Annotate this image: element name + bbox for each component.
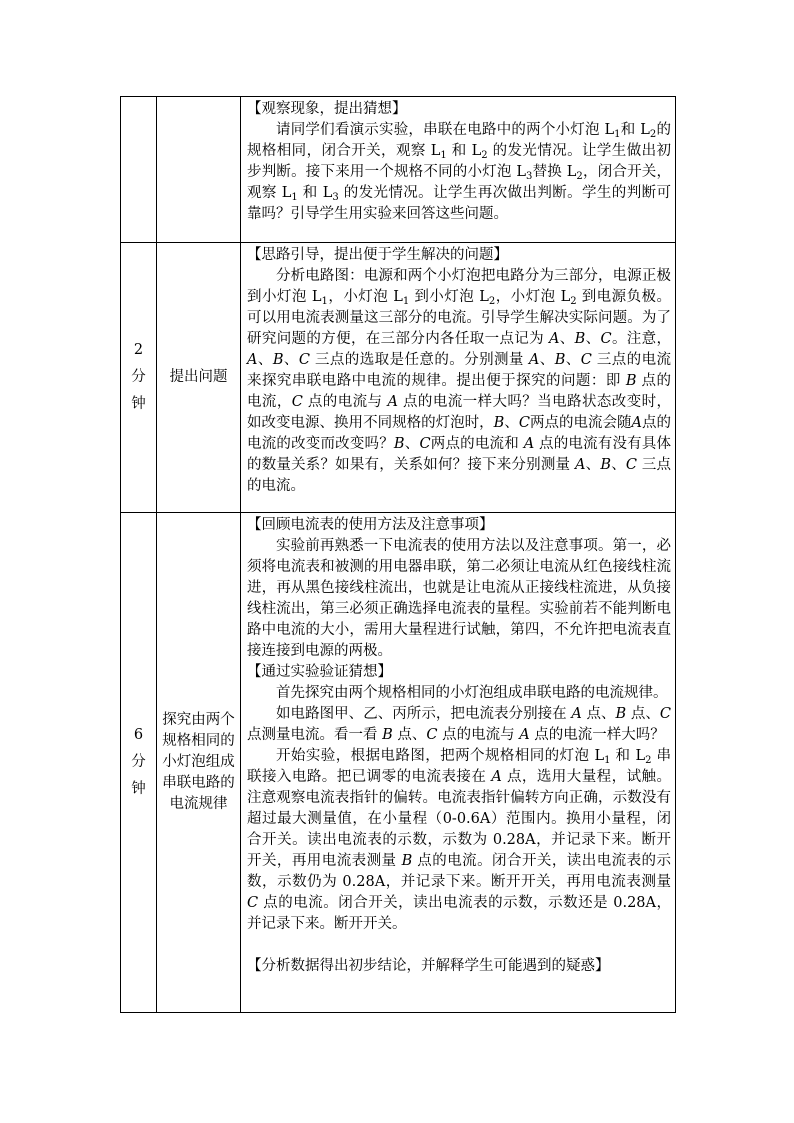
point-label: B (493, 415, 505, 431)
text-run: 和 L (297, 185, 333, 201)
point-label: B (382, 727, 393, 743)
point-label: C (600, 331, 612, 347)
stage-cell: 探究由两个规格相同的小灯泡组成串联电路的电流规律 (157, 513, 241, 1013)
subscript: 1 (402, 296, 410, 307)
point-label: C (419, 436, 431, 452)
subscript: 1 (291, 192, 298, 203)
text-run: 和 L (610, 748, 646, 764)
text-run: 的发光情况。让学生做出初步判断。接下来用一个规格不同的小灯泡 L (247, 143, 671, 180)
subscript: 1 (614, 129, 621, 140)
text-run: 、 (585, 457, 601, 473)
point-label: A (387, 394, 398, 410)
time-cell (121, 97, 157, 243)
text-run: 的规格相同，闭合开关，观察 L (247, 122, 671, 159)
point-label: C (518, 415, 530, 431)
subscript: 3 (526, 171, 533, 182)
point-label: A (528, 352, 540, 368)
point-label: B (401, 853, 413, 869)
section-heading (247, 245, 671, 266)
time-char: 6 (133, 727, 144, 743)
point-label: C (659, 706, 672, 722)
subscript: 1 (321, 296, 328, 307)
text-run: ，小灯泡 L (495, 289, 571, 305)
text-run: 两点的电流和 (430, 436, 524, 452)
table-row (121, 97, 676, 243)
point-label: C (625, 457, 638, 473)
text-run: 串联接入电路。把已调零的电流表接在 (247, 748, 671, 785)
text-run: 到电源负极。可以用电流表测量这三部分的电流。引导学生解决实际问题。为了研究问题的方便，在三部分内各任取一点记为 (247, 289, 671, 347)
text-run: 首先探究由两个规格相同的小灯泡组成串联电路的电流规律。 (276, 685, 668, 701)
text-run: 和 L (620, 122, 650, 138)
text-run: ，闭合开关，观察 L (247, 164, 671, 201)
time-cell (121, 513, 157, 1013)
point-label: B (272, 352, 284, 368)
text-run: 【通过实验验证猜想】 (247, 664, 392, 680)
text-run: 到小灯泡 L (409, 289, 489, 305)
subscript: 2 (481, 150, 488, 161)
text-run: 点的电流一样大吗？当电路状态改变时，如改变电源、换用不同规格的灯泡时， (247, 394, 672, 431)
table-row (121, 513, 676, 1013)
time-char: 钟 (131, 396, 146, 412)
text-run: 如电路图甲、乙、丙所示，把电流表分别接在 (276, 706, 572, 722)
text-run: 、 (565, 352, 581, 368)
subscript: 2 (649, 129, 657, 140)
text-run: 三点的电流来探究串联电路中电流的规律。提出便于探究的问题：即 (247, 352, 672, 389)
point-label: B (625, 373, 637, 389)
point-label: C (426, 727, 438, 743)
point-label: A (548, 331, 560, 347)
section-heading (247, 99, 671, 120)
text-run: 替换 L (532, 164, 577, 180)
paragraph (247, 120, 671, 225)
blank-line (247, 935, 671, 956)
text-run: 、 (283, 352, 299, 368)
text-run: 实验前再熟悉一下电流表的使用方法以及注意事项。第一，必须将电流表和被测的用电器串联，第二必须让电流从红色接线柱流进，再从黑色接线柱流出，也就是让电流从正接线柱流进，从负接线柱流出，第三必须正确选择电流表的量程。实验前若不能判断电路中电流的大小，需用大量程进行试触，第四，不允许把电流表直接连接到电源的两极。 (247, 538, 671, 659)
point-label: B (574, 331, 586, 347)
text-run: 分析电路图：电源和两个小灯泡把电路分为三部分，电源正极到小灯泡 L (247, 268, 671, 305)
time-char: 分 (131, 754, 146, 770)
text-run: 。注意， (611, 331, 672, 347)
subscript: 1 (440, 150, 447, 161)
text-run: 点的电流有没有具体的数量关系？如果有，关系如何？接下来分别测量 (247, 436, 672, 473)
text-run: 点的电流与 (302, 394, 388, 410)
text-run: 【观察现象，提出猜想】 (247, 101, 407, 117)
text-run: 点、 (626, 706, 660, 722)
point-label: B (615, 706, 627, 722)
stage-cell: 提出问题 (157, 243, 241, 513)
text-run: 【思路引导，提出便于学生解决的问题】 (247, 247, 508, 263)
point-label: C (247, 895, 259, 911)
text-run: ，小灯泡 L (327, 289, 403, 305)
point-label: B (554, 352, 566, 368)
subscript: 2 (645, 755, 652, 766)
subscript: 2 (570, 296, 577, 307)
point-label: B (393, 436, 405, 452)
text-run: 点的电流的改变而改变吗？ (247, 415, 672, 452)
content-cell (241, 243, 676, 513)
subscript: 2 (488, 296, 496, 307)
text-run: 、 (404, 436, 420, 452)
text-run: 、 (257, 352, 273, 368)
point-label: A (519, 727, 530, 743)
subscript: 3 (332, 192, 339, 203)
time-char: 分 (131, 369, 146, 385)
text-run: 三点的选取是任意的。分别测量 (309, 352, 529, 368)
text-run: 请同学们看演示实验，串联在电路中的两个小灯泡 L (276, 122, 615, 138)
text-run: 点的电流。闭合开关，读出电流表的示数，示数还是 0.28A，并记录下来。断开开关。 (247, 895, 671, 932)
subscript: 1 (604, 755, 611, 766)
text-run: 、 (585, 331, 601, 347)
point-label: A (491, 769, 502, 785)
text-run: 点、 (392, 727, 427, 743)
time-char: 钟 (131, 781, 146, 797)
point-label: C (580, 352, 592, 368)
text-run: 开始实验，根据电路图，把两个规格相同的灯泡 L (276, 748, 605, 764)
text-run: 【回顾电流表的使用方法及注意事项】 (247, 517, 494, 533)
lesson-plan-table (120, 96, 676, 1013)
content-cell (241, 513, 676, 1013)
text-run: 和 L (446, 143, 482, 159)
section-heading (247, 515, 671, 536)
text-run: 三点的电流。 (247, 457, 672, 494)
text-run: 、 (611, 457, 626, 473)
paragraph (247, 536, 671, 662)
section-heading (247, 662, 671, 683)
point-label: B (600, 457, 612, 473)
table-row (121, 243, 676, 513)
text-run: 【分析数据得出初步结论，并解释学生可能遇到的疑惑】 (247, 958, 610, 974)
text-run: 两点的电流会随 (529, 415, 632, 431)
subscript: 2 (576, 171, 583, 182)
point-label: A (631, 415, 643, 431)
text-run: 点的电流， (247, 373, 672, 410)
point-label: A (571, 706, 582, 722)
text-run: 点测量电流。看一看 (247, 727, 383, 743)
point-label: A (247, 352, 258, 368)
stage-cell (157, 97, 241, 243)
paragraph (247, 266, 671, 497)
text-run: 、 (504, 415, 519, 431)
text-run: 点，选用大量程，试触。注意观察电流表指针的偏转。电流表指针偏转方向正确，示数没有超过最大测量值，在小量程（0-0.6A）范围内。换用小量程，闭合开关。读出电流表的示数，示数为 0.28A，并记录下来。断开开关，再用电流表测量 (247, 769, 672, 869)
text-run: 、 (539, 352, 555, 368)
time-cell (121, 243, 157, 513)
point-label: C (298, 352, 310, 368)
text-run: 点、 (581, 706, 616, 722)
paragraph (247, 683, 671, 704)
paragraph (247, 704, 671, 746)
point-label: A (575, 457, 586, 473)
point-label: A (523, 436, 535, 452)
section-heading (247, 956, 671, 977)
content-cell (241, 97, 676, 243)
time-char: 2 (133, 342, 144, 358)
text-run: 点的电流一样大吗？ (529, 727, 665, 743)
text-run: 、 (559, 331, 575, 347)
text-run: 点的电流与 (437, 727, 520, 743)
paragraph (247, 746, 671, 935)
point-label: C (291, 394, 303, 410)
text-run: 的发光情况。让学生再次做出判断。学生的判断可靠吗？引导学生用实验来回答这些问题。 (247, 185, 671, 222)
text-run: 点的电流。闭合开关，读出电流表的示数，示数仍为 0.28A，并记录下来。断开开关，再用电流表测量 (247, 853, 672, 890)
